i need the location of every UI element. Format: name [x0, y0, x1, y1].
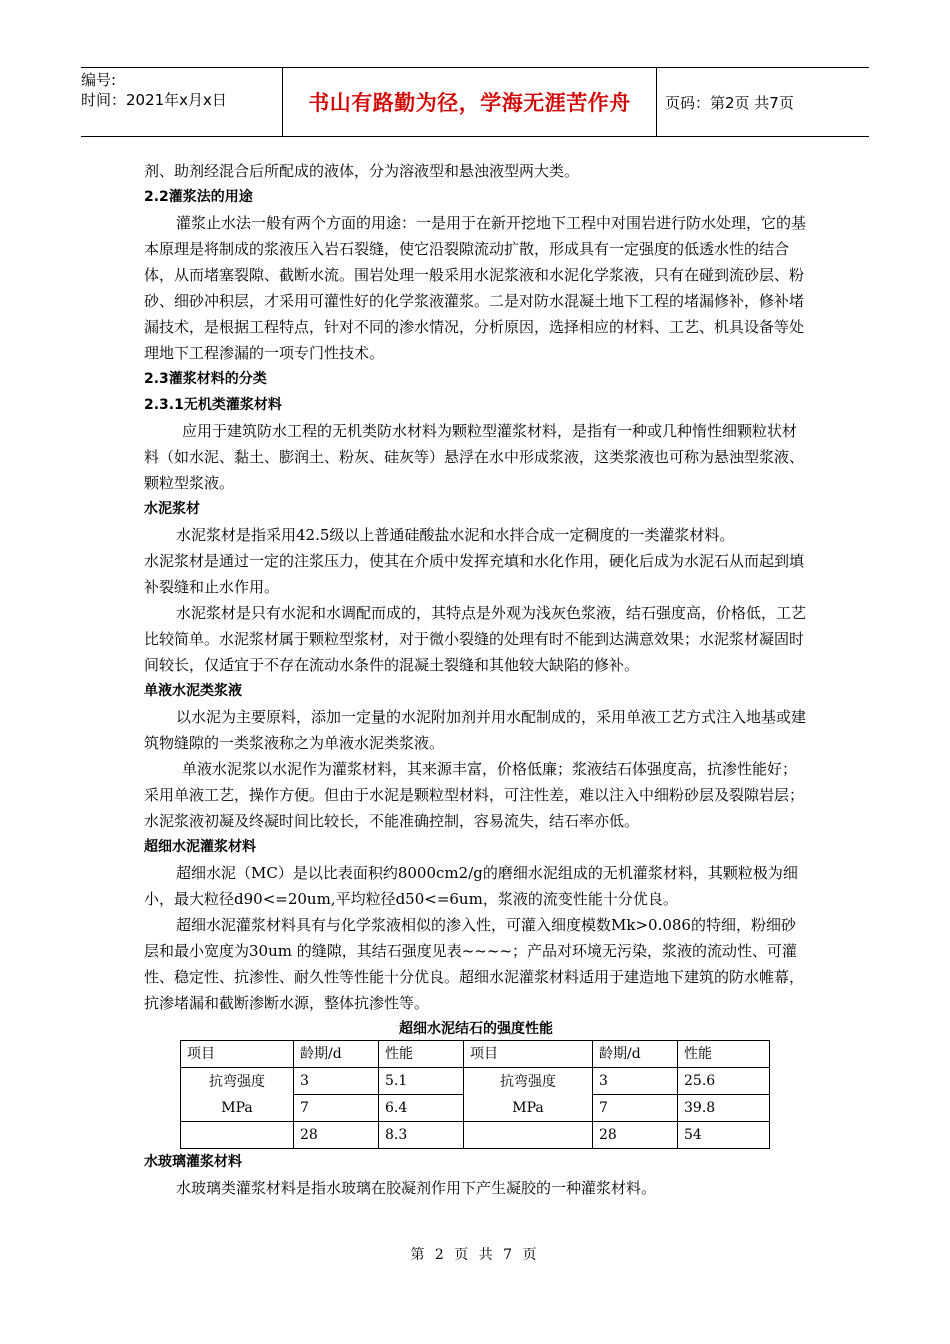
subsection-heading: 单液水泥类浆液: [144, 683, 242, 699]
item-unit: MPa: [221, 1099, 253, 1116]
value-cell: 54: [678, 1122, 770, 1149]
header-cell: 龄期/d: [294, 1041, 379, 1068]
value-cell: 8.3: [379, 1122, 464, 1149]
header-cell: 项目: [464, 1041, 593, 1068]
paragraph: 剂、助剂经混合后所配成的液体，分为溶液型和悬浊液型两大类。: [144, 162, 580, 180]
code-label: 编号:: [81, 71, 117, 89]
paragraph: 水泥浆材是只有水泥和水调配而成的，其特点是外观为浅灰色浆液，结石强度高，价格低，工艺比较简单。水泥浆材属于颗粒型浆材，对于微小裂缝的处理有时不能到达满意效果；水泥浆材凝固时间较长，仅适宜于不存在流动水条件的混凝土裂缝和其他较大缺陷的修补。: [144, 604, 807, 674]
header-cell: 性能: [678, 1041, 770, 1068]
item-label: 抗弯强度: [209, 1073, 265, 1090]
paragraph: 单液水泥浆以水泥作为灌浆材料，其来源丰富，价格低廉；浆液结石体强度高，抗渗性能好；采用单液工艺，操作方便。但由于水泥是颗粒型材料，可注性差，难以注入中细粉砂层及裂隙岩层；水泥浆液初凝及终凝时间比较长，不能准确控制，容易流失，结石率亦低。: [144, 760, 805, 830]
subsection-heading: 2.3.1无机类灌浆材料: [144, 397, 282, 413]
item-unit: MPa: [512, 1099, 544, 1116]
header-motto: 书山有路勤为径，学海无涯苦作舟: [283, 68, 657, 136]
header-meta: [81, 68, 283, 136]
paragraph: 水泥浆材是通过一定的注浆压力，使其在介质中发挥充填和水化作用，硬化后成为水泥石从而起到填补裂缝和止水作用。: [144, 552, 805, 596]
paragraph: 水玻璃类灌浆材料是指水玻璃在胶凝剂作用下产生凝胶的一种灌浆材料。: [176, 1179, 657, 1197]
time-label: 时间：2021年x月x日: [81, 91, 227, 109]
header-page-label: 页码：第2页 共7页: [665, 93, 794, 112]
paragraph: 水泥浆材是指采用42.5级以上普通硅酸盐水泥和水拌合成一定稠度的一类灌浆材料。: [176, 526, 735, 544]
paragraph: 超细水泥（MC）是以比表面积约8000cm2/g的磨细水泥组成的无机灌浆材料，其颗粒极为细小，最大粒径d90<=20um,平均粒径d50<=6um，浆液的流变性能十分优良。: [144, 864, 798, 908]
section-heading: 2.2灌浆法的用途: [144, 189, 253, 205]
subsection-heading: 水玻璃灌浆材料: [144, 1154, 242, 1170]
header-cell: 性能: [379, 1041, 464, 1068]
page-footer: 第 2 页 共 7 页: [410, 1247, 540, 1263]
header-cell: 龄期/d: [593, 1041, 678, 1068]
value-cell: 5.1: [379, 1068, 464, 1095]
age-cell: 3: [593, 1068, 678, 1095]
header-cell: 项目: [181, 1041, 294, 1068]
table-title: 超细水泥结石的强度性能: [399, 1021, 553, 1037]
age-cell: 3: [294, 1068, 379, 1095]
page-header: [81, 67, 869, 137]
table-header-row: [181, 1041, 770, 1068]
paragraph: 超细水泥灌浆材料具有与化学浆液相似的渗入性，可灌入细度模数Mk>0.086的特细，粉细砂层和最小宽度为30um 的缝隙，其结石强度见表~~~~；产品对环境无污染，浆液的流动性、可灌性、稳定性、抗渗性、耐久性等性能十分优良。超细水泥灌浆材料适用于建造地下建筑的防水帷幕，抗渗堵漏和截断渗断水源，整体抗渗性等。: [144, 916, 805, 1012]
age-cell: 28: [294, 1122, 379, 1149]
subsection-heading: 超细水泥灌浆材料: [144, 839, 256, 855]
table-row: [181, 1122, 770, 1149]
value-cell: 25.6: [678, 1068, 770, 1095]
age-cell: 7: [593, 1095, 678, 1122]
empty-cell: [181, 1122, 294, 1149]
item-cell: [464, 1068, 593, 1122]
value-cell: 6.4: [379, 1095, 464, 1122]
age-cell: 7: [294, 1095, 379, 1122]
item-label: 抗弯强度: [500, 1073, 556, 1090]
strength-table: [180, 1040, 770, 1149]
age-cell: 28: [593, 1122, 678, 1149]
empty-cell: [464, 1122, 593, 1149]
section-heading: 2.3灌浆材料的分类: [144, 371, 267, 387]
item-cell: [181, 1068, 294, 1122]
paragraph: 应用于建筑防水工程的无机类防水材料为颗粒型灌浆材料，是指有一种或几种惰性细颗粒状材料（如水泥、黏土、膨润土、粉灰、硅灰等）悬浮在水中形成浆液，这类浆液也可称为悬浊型浆液、颗粒型浆液。: [144, 422, 805, 492]
subsection-heading: 水泥浆材: [144, 501, 200, 517]
paragraph: 灌浆止水法一般有两个方面的用途：一是用于在新开挖地下工程中对围岩进行防水处理，它的基本原理是将制成的浆液压入岩石裂缝，使它沿裂隙流动扩散，形成具有一定强度的低透水性的结合体，从而堵塞裂隙、截断水流。围岩处理一般采用水泥浆液和水泥化学浆液，只有在碰到流砂层、粉砂、细砂冲积层，才采用可灌性好的化学浆液灌浆。二是对防水混凝土地下工程的堵漏修补，修补堵漏技术，是根据工程特点，针对不同的渗水情况，分析原因，选择相应的材料、工艺、机具设备等处理地下工程渗漏的一项专门性技术。: [144, 214, 807, 362]
document-body: [144, 158, 808, 1201]
value-cell: 39.8: [678, 1095, 770, 1122]
paragraph: 以水泥为主要原料，添加一定量的水泥附加剂并用水配制成的，采用单液工艺方式注入地基或建筑物缝隙的一类浆液称之为单液水泥类浆液。: [144, 708, 807, 752]
table-row: [181, 1068, 770, 1095]
